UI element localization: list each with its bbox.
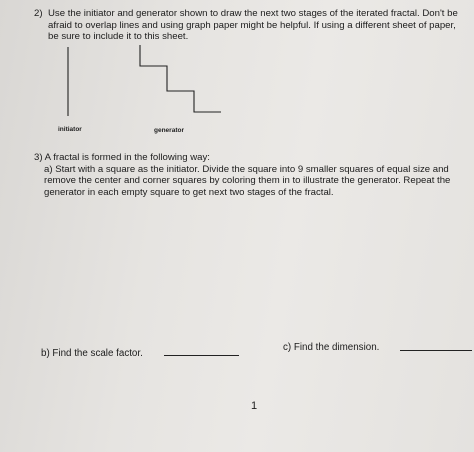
question-3-heading	[34, 152, 210, 163]
answer-blank-dimension[interactable]	[400, 350, 472, 351]
question-3-number: 3)	[34, 152, 43, 163]
answer-blank-scale-factor[interactable]	[164, 355, 239, 356]
question-3-part-b: b) Find the scale factor.	[41, 348, 143, 359]
question-2-number: 2)	[34, 8, 43, 19]
generator-path	[140, 45, 221, 112]
question-3-part-c: c) Find the dimension.	[283, 342, 380, 353]
initiator-label: initiator	[58, 126, 82, 133]
question-3-heading-text: A fractal is formed in the following way:	[44, 152, 210, 163]
question-2-text: Use the initiator and generator shown to draw the next two stages of the iterated fractal. Don't be afraid to overlap lines and using graph paper might be helpful. If using a different sheet of paper, be sure to include it to this sheet.	[48, 8, 458, 43]
fractal-figure	[0, 0, 474, 160]
generator-label: generator	[154, 127, 184, 134]
page-number: 1	[251, 400, 258, 412]
question-3-part-a: a) Start with a square as the initiator. Divide the square into 9 smaller squares of equal size and remove the center and corner squares by coloring them in to illustrate the generator. Repeat the generator in each empty square to get next two stages of the fractal.	[44, 164, 451, 198]
